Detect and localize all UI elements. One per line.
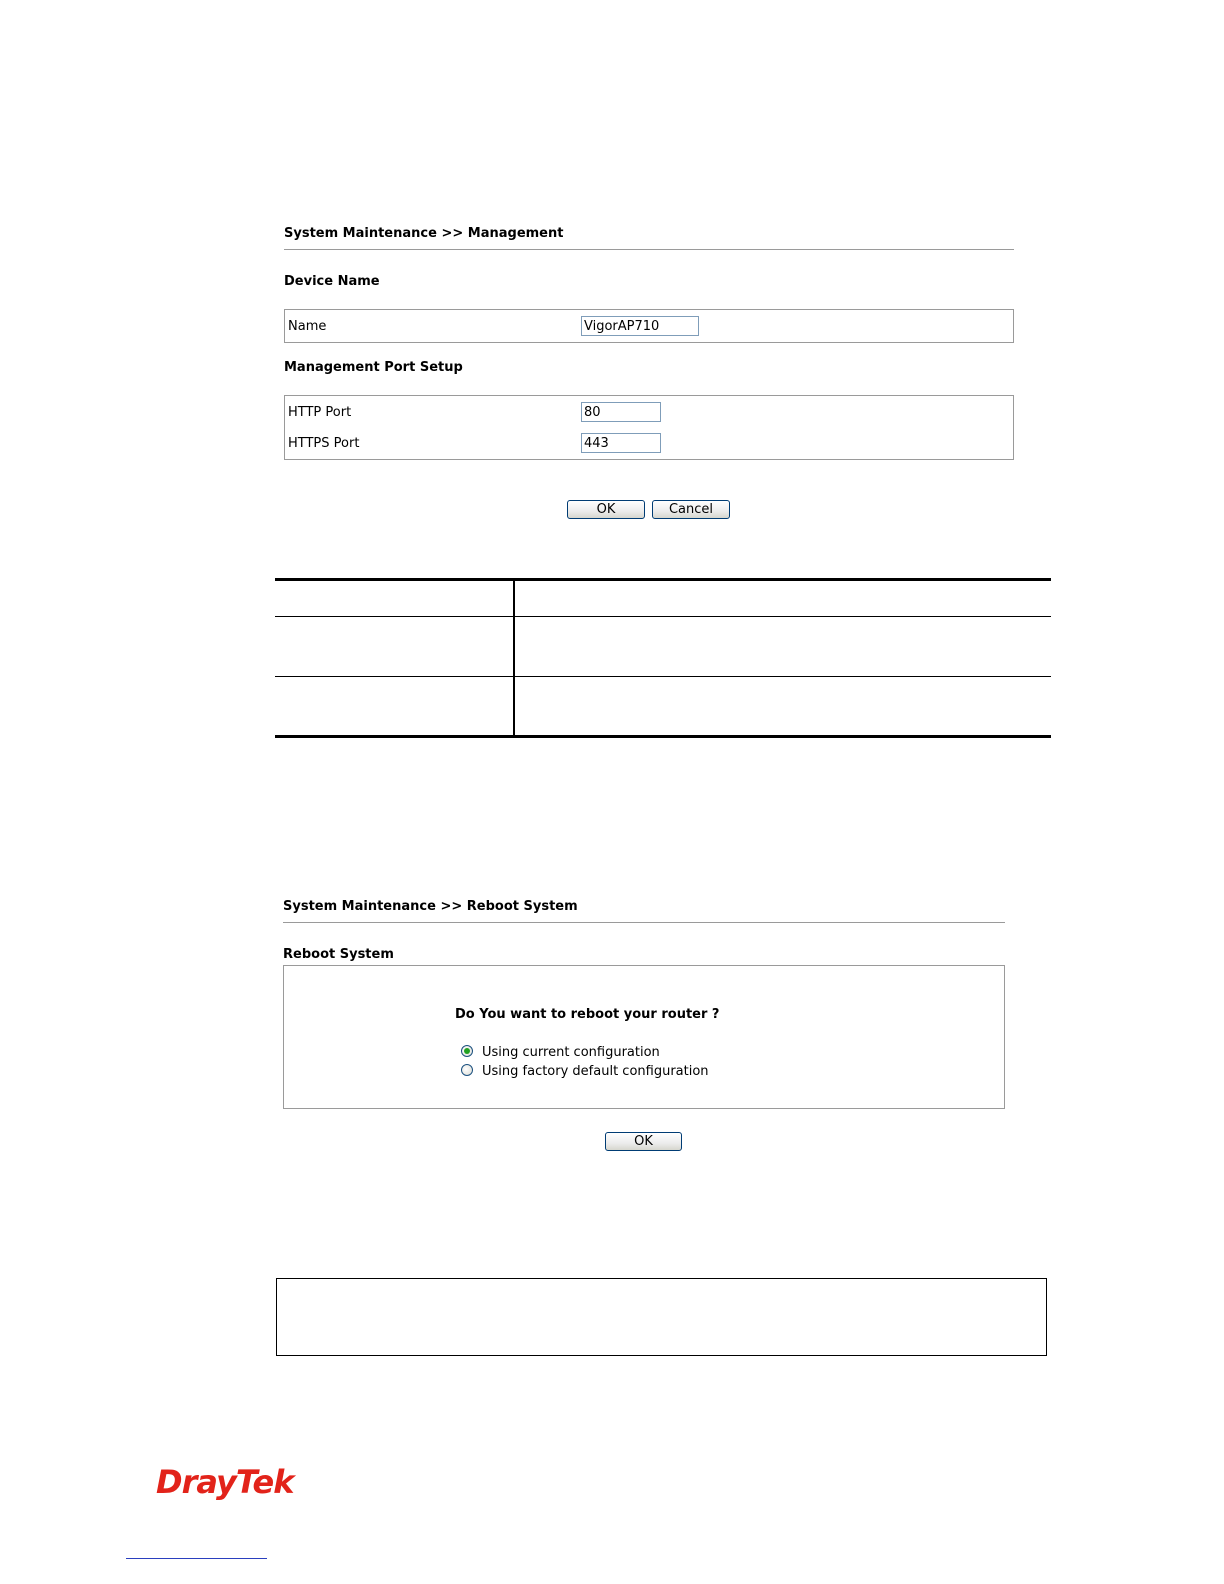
reboot-breadcrumb: System Maintenance >> Reboot System <box>283 899 578 914</box>
reboot-section-heading: Reboot System <box>283 947 394 962</box>
http-port-label: HTTP Port <box>288 405 352 420</box>
table-top-rule <box>275 578 1051 581</box>
current-config-label: Using current configuration <box>482 1045 660 1060</box>
factory-default-label: Using factory default configuration <box>482 1064 709 1079</box>
table-row-divider <box>275 676 1051 677</box>
reboot-panel <box>283 965 1005 1109</box>
name-label: Name <box>288 319 327 334</box>
reboot-question: Do You want to reboot your router ? <box>455 1007 720 1022</box>
table-bottom-rule <box>275 735 1051 738</box>
description-table <box>275 578 1051 738</box>
footer-link-underline <box>126 1558 267 1559</box>
radio-current-config[interactable] <box>461 1045 473 1057</box>
port-setup-panel <box>284 395 1014 460</box>
radio-factory-default[interactable] <box>461 1064 473 1076</box>
breadcrumb-divider <box>284 249 1014 250</box>
note-box <box>276 1278 1047 1356</box>
https-port-input[interactable] <box>581 433 661 453</box>
cancel-button[interactable]: Cancel <box>652 500 730 519</box>
name-input[interactable] <box>581 316 699 336</box>
port-setup-heading: Management Port Setup <box>284 360 463 375</box>
reboot-breadcrumb-divider <box>283 922 1005 923</box>
device-name-panel <box>284 309 1014 343</box>
ok-button[interactable]: OK <box>567 500 645 519</box>
management-breadcrumb: System Maintenance >> Management <box>284 226 564 241</box>
https-port-label: HTTPS Port <box>288 436 360 451</box>
device-name-heading: Device Name <box>284 274 380 289</box>
table-row-divider <box>275 616 1051 617</box>
draytek-logo: DrayTek <box>156 1463 294 1501</box>
table-column-divider <box>513 578 515 738</box>
http-port-input[interactable] <box>581 402 661 422</box>
reboot-ok-button[interactable]: OK <box>605 1132 682 1151</box>
